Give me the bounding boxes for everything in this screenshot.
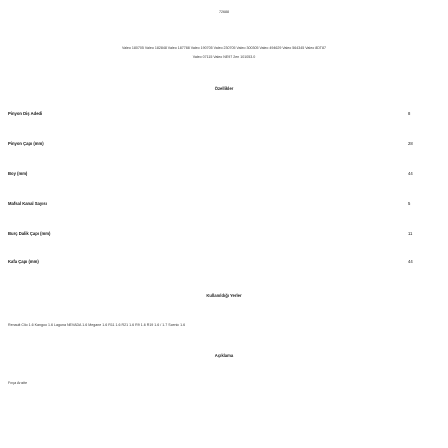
- compatible-vehicles-heading: Kullanıldığı Yerler: [206, 293, 242, 298]
- feature-value: 44: [408, 259, 413, 264]
- feature-value: 8: [408, 111, 411, 116]
- compatibility-list-continued: Valeo 07115 Valeo NE97 2en 101053.0: [192, 55, 256, 59]
- compatibility-list: Valeo 180705 Valeo 182848 Valeo 187788 Valeo 190705 Valeo 230705 Valeo 300305 Valeo 494629 Valeo 564345 Valeo 8DT87: [121, 46, 326, 50]
- feature-label: Kafa Çapı (mm): [8, 259, 39, 264]
- feature-row: [8, 111, 440, 119]
- feature-row: [8, 141, 440, 149]
- feature-label: Mafsal Kanal Sayısı: [8, 201, 47, 206]
- feature-label: Pinyon Diş Adedi: [8, 111, 43, 116]
- compatible-vehicles-list: Renault Clio 1.6 Kangoo 1.6 Laguna NEVADA 1.6 Megane 1.6 R11 1.6 R21 1.6 R9 1.6 R19 1.6 / 1.7 Scenic 1.6: [8, 323, 186, 327]
- feature-value: 5: [408, 201, 411, 206]
- description-heading: Açıklama: [214, 353, 234, 358]
- features-heading: Özellikler: [214, 86, 234, 91]
- feature-row: [8, 171, 440, 179]
- feature-row: [8, 201, 440, 209]
- feature-value: 11: [408, 231, 413, 236]
- feature-label: Burç Dalik Çapı (mm): [8, 231, 51, 236]
- feature-row: [8, 231, 440, 239]
- feature-label: Boy (mm): [8, 171, 28, 176]
- product-code: 72688: [219, 10, 229, 14]
- feature-value: 44: [408, 171, 413, 176]
- footer-note: Fırça Arızite: [8, 381, 28, 385]
- feature-row: [8, 259, 440, 267]
- feature-label: Pinyon Çapı (mm): [8, 141, 44, 146]
- feature-value: 28: [408, 141, 413, 146]
